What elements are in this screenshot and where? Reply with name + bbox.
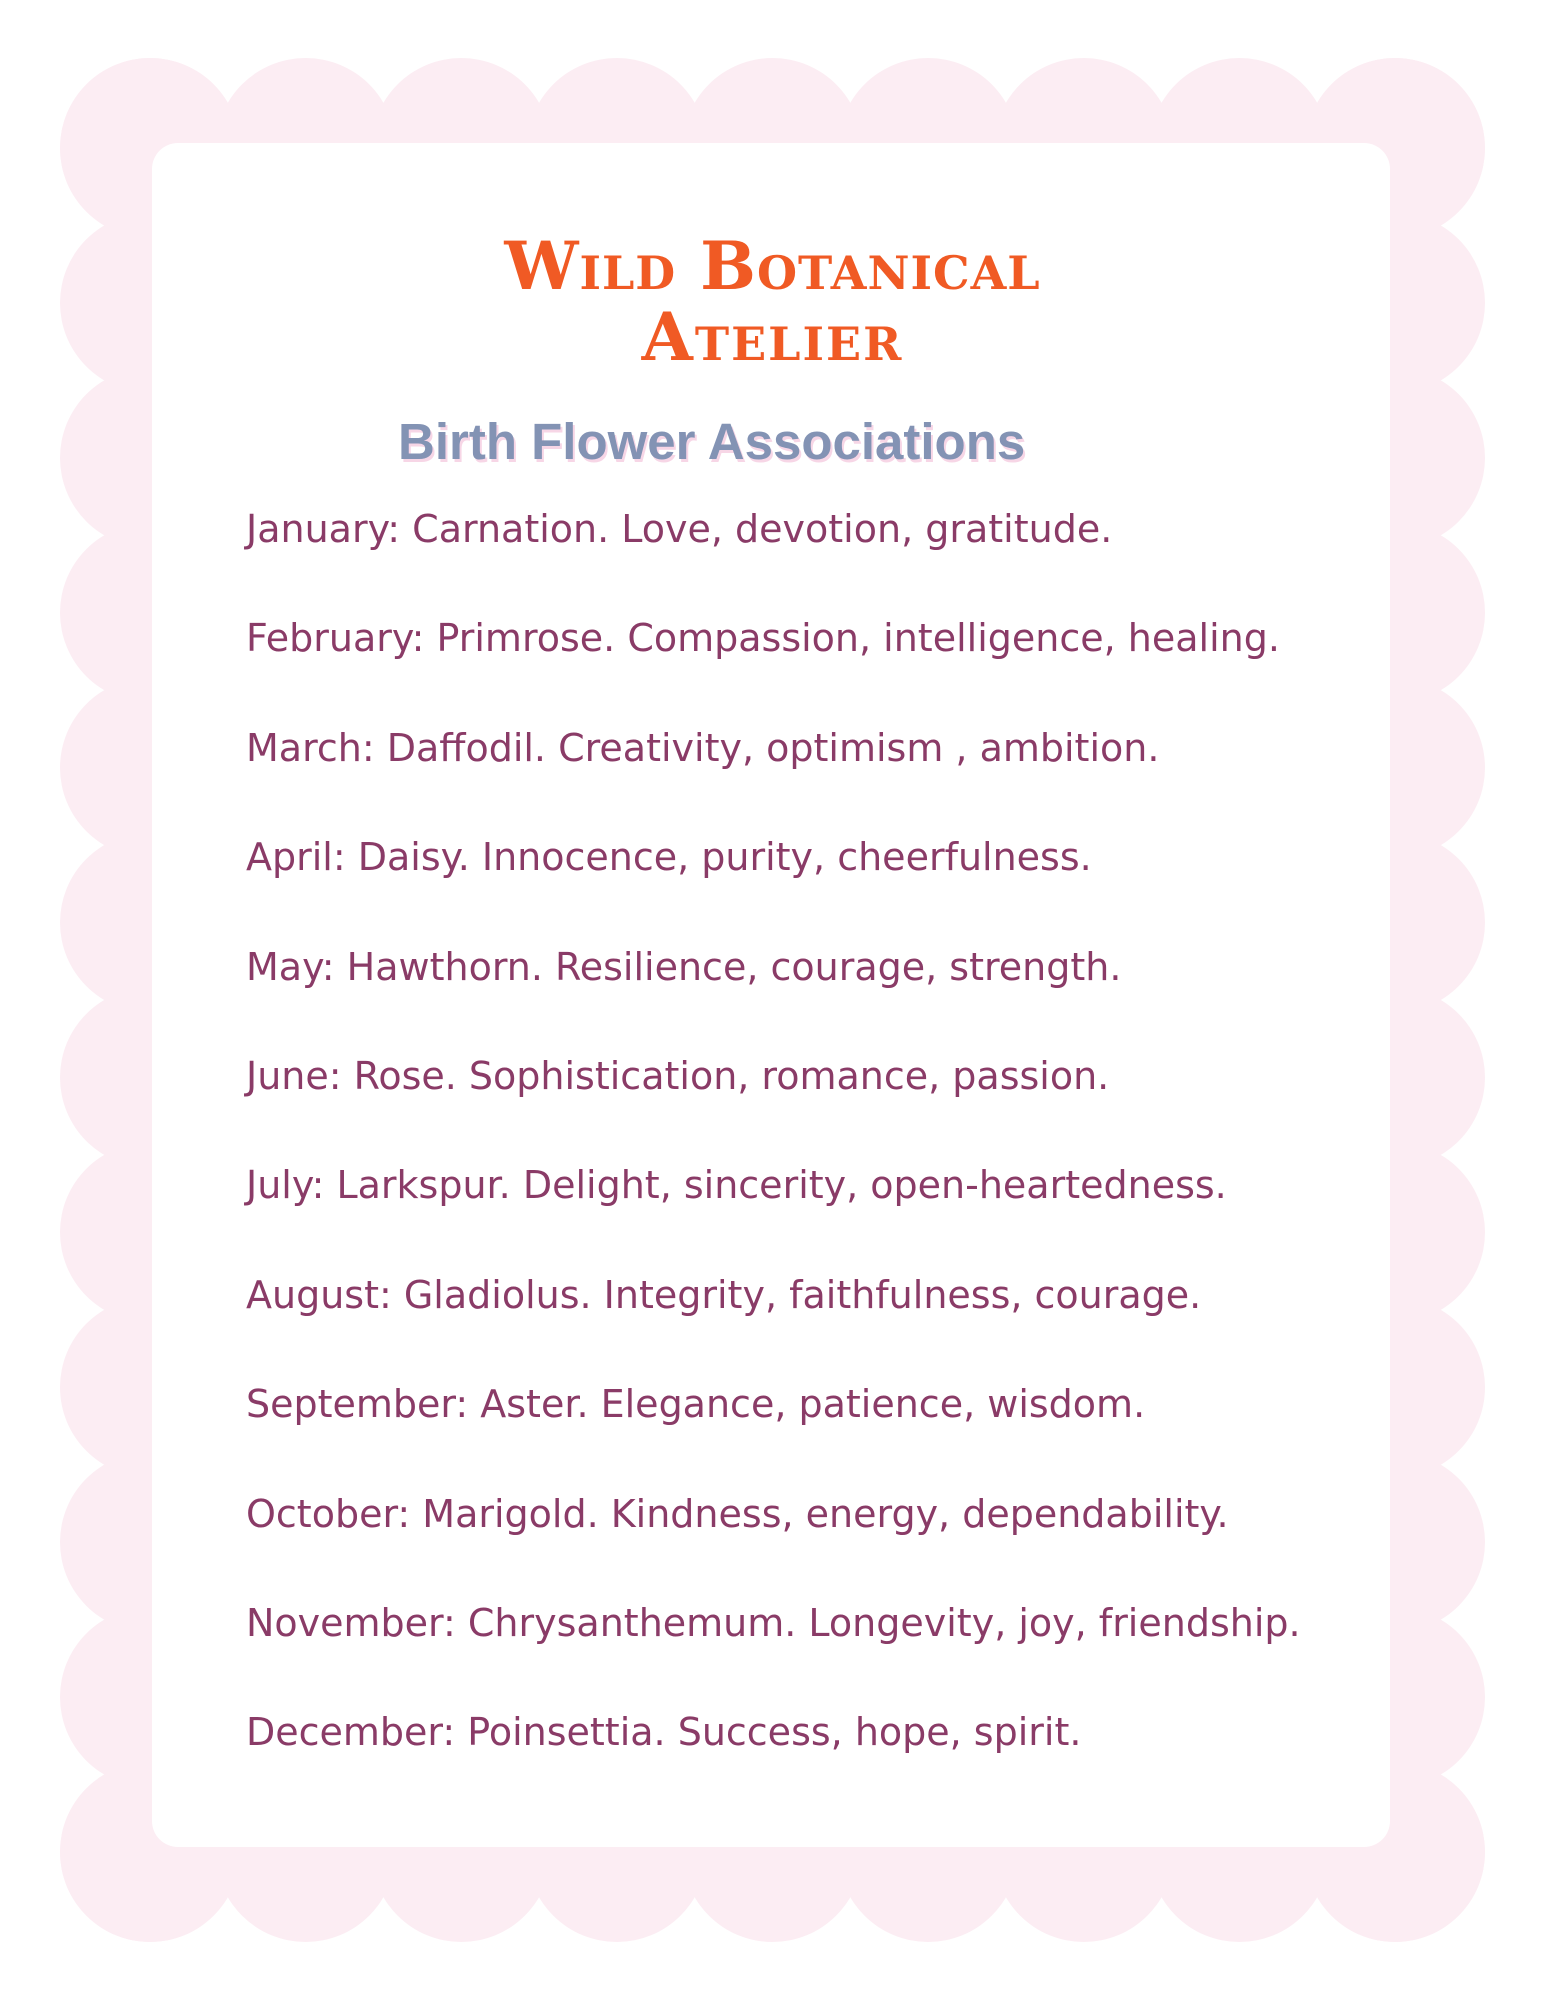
entry-december: December: Poinsettia. Success, hope, spirit. bbox=[246, 1710, 1082, 1755]
entry-june: June: Rose. Sophistication, romance, passion. bbox=[246, 1053, 1110, 1098]
brand-logo bbox=[0, 227, 1545, 377]
entry-march: March: Daffodil. Creativity, optimism , ambition. bbox=[246, 725, 1160, 770]
entry-july: July: Larkspur. Delight, sincerity, open-heartedness. bbox=[246, 1163, 1227, 1208]
entry-april: April: Daisy. Innocence, purity, cheerfulness. bbox=[246, 835, 1092, 880]
brand-name-line1: Wild Botanical bbox=[504, 227, 1041, 305]
birth-flower-list bbox=[246, 502, 1301, 1815]
brand-name-line2: Atelier bbox=[641, 298, 904, 377]
entry-october: October: Marigold. Kindness, energy, dependability. bbox=[246, 1491, 1229, 1536]
entry-may: May: Hawthorn. Resilience, courage, strength. bbox=[246, 944, 1122, 989]
entry-january: January: Carnation. Love, devotion, gratitude. bbox=[246, 507, 1113, 551]
page-heading: Birth Flower Associations bbox=[398, 413, 1026, 470]
entry-november: November: Chrysanthemum. Longevity, joy, friendship. bbox=[246, 1600, 1301, 1645]
entry-august: August: Gladiolus. Integrity, faithfulness, courage. bbox=[246, 1272, 1202, 1317]
entry-september: September: Aster. Elegance, patience, wisdom. bbox=[246, 1382, 1146, 1427]
entry-february: February: Primrose. Compassion, intelligence, healing. bbox=[246, 616, 1280, 661]
